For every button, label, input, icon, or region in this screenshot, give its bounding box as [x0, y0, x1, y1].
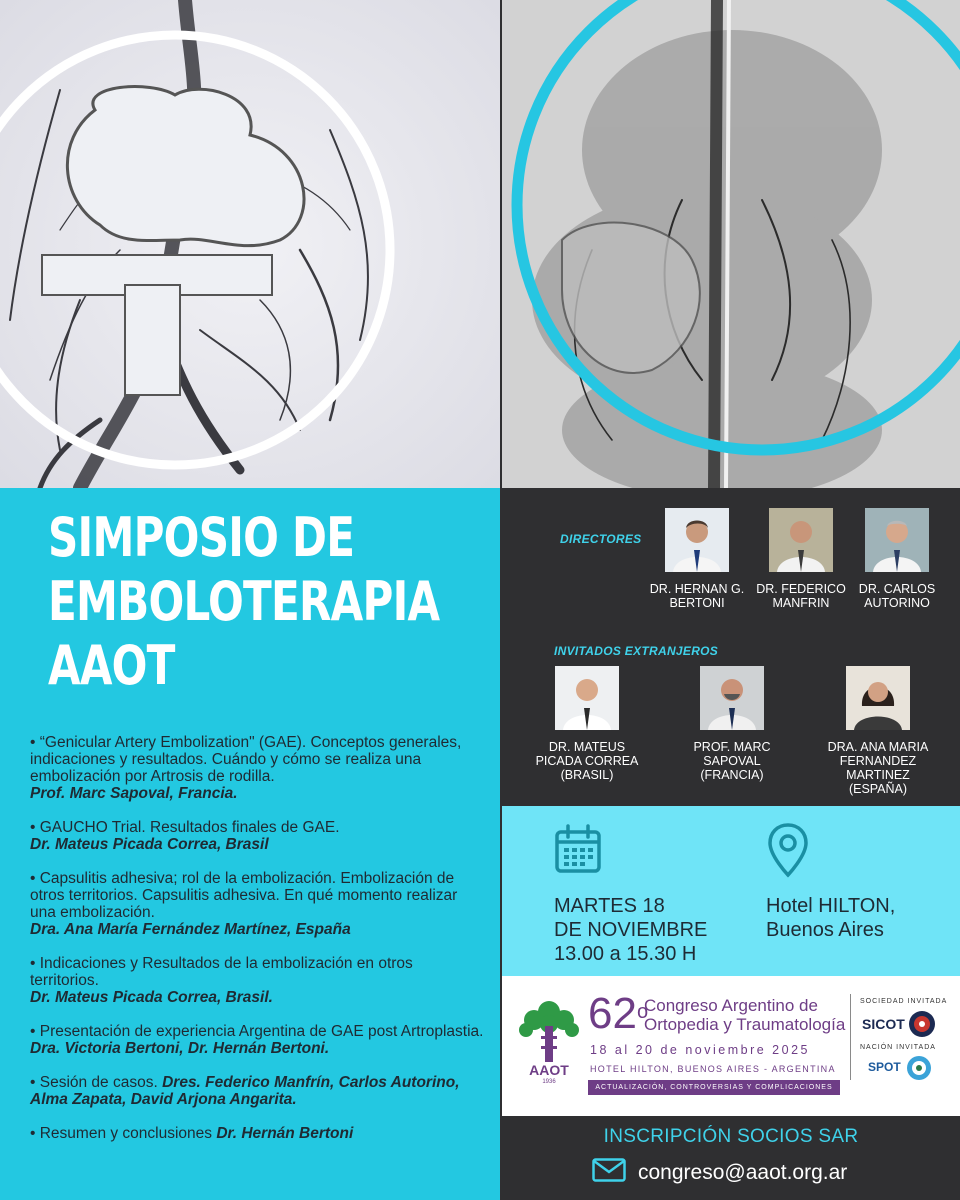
speakers-panel: [502, 488, 960, 806]
symposium-title: [48, 506, 440, 698]
name-line: DR. FEDERICO: [756, 582, 846, 596]
program-item: [30, 955, 485, 1006]
event-place: [766, 894, 895, 942]
congress-tagline: ACTUALIZACIÓN, CONTROVERSIAS Y COMPLICACIONES: [588, 1080, 840, 1095]
program-speaker: Dra. Ana María Fernández Martínez, España: [30, 921, 351, 938]
congress-number: [588, 989, 649, 1038]
director-photo: [665, 508, 729, 572]
sicot-logo: SICOT: [862, 1016, 905, 1032]
guest-card: [522, 666, 652, 782]
registration-label: INSCRIPCIÓN SOCIOS SAR: [603, 1126, 859, 1147]
name-line: DR. CARLOS: [858, 582, 936, 596]
date-line: MARTES 18: [554, 895, 665, 917]
program-item: [30, 870, 485, 938]
congress-banner: [502, 976, 960, 1116]
program-topic: • Presentación de experiencia Argentina de GAE post Artroplastia.: [30, 1023, 484, 1040]
name-line: (ESPAÑA): [848, 782, 908, 796]
program-speaker: Prof. Marc Sapoval, Francia.: [30, 785, 238, 802]
program-topic: • “Genicular Artery Embolization" (GAE). Conceptos generales, indicaciones y resultados. Cuándo y cómo se realiza una embolización por Artrosis de rodilla.: [30, 734, 462, 785]
aaot-tree-logo: [514, 996, 584, 1069]
name-line: (BRASIL): [560, 768, 614, 782]
angiography-image-left: [0, 0, 500, 488]
title-line: SIMPOSIO DE: [48, 506, 355, 569]
guest-card: [667, 666, 797, 782]
program-item: [30, 734, 485, 802]
sicot-emblem-icon: [908, 1010, 936, 1043]
place-line: Buenos Aires: [766, 919, 884, 941]
name-line: MARTINEZ: [846, 768, 910, 782]
director-name: [832, 582, 960, 610]
director-photo: [865, 508, 929, 572]
aaot-year: 1936: [542, 1079, 556, 1085]
name-line: PICADA CORREA: [535, 754, 639, 768]
congress-venue: HOTEL HILTON, BUENOS AIRES - ARGENTINA: [590, 1064, 836, 1074]
guest-photo: [846, 666, 910, 730]
name-line: (FRANCIA): [700, 768, 764, 782]
invited-society-label: SOCIEDAD INVITADA: [860, 998, 948, 1005]
name-line: PROF. MARC: [693, 740, 771, 754]
email-row[interactable]: [592, 1158, 847, 1187]
date-line: 13.00 a 15.30 H: [554, 943, 697, 965]
invited-nation-label: NACIÓN INVITADA: [860, 1044, 936, 1051]
program-topic: • Indicaciones y Resultados de la embolización en otros territorios.: [30, 955, 413, 989]
directors-label: DIRECTORES: [560, 532, 642, 546]
title-line: EMBOLOTERAPIA: [48, 570, 440, 633]
guest-photo: [700, 666, 764, 730]
name-line: FERNANDEZ: [839, 754, 917, 768]
title-line: AAOT: [48, 634, 175, 697]
aaot-wordmark: AAOT: [529, 1062, 569, 1078]
congress-number-value: 62: [588, 989, 637, 1038]
guest-name: [522, 740, 652, 782]
spot-emblem-icon: [906, 1055, 932, 1086]
guest-name: [667, 740, 797, 782]
congress-name-line: Congreso Argentino de: [644, 996, 818, 1015]
name-line: BERTONI: [669, 596, 725, 610]
program-item: [30, 1125, 485, 1142]
guest-photo: [555, 666, 619, 730]
congress-ordinal: o: [636, 1001, 649, 1023]
place-line: Hotel HILTON,: [766, 895, 896, 917]
program-speaker: Dres. Federico Manfrín, Carlos Autorino, Alma Zapata, David Arjona Angarita.: [30, 1074, 460, 1108]
location-pin-icon: [766, 822, 810, 883]
name-line: DRA. ANA MARIA: [827, 740, 929, 754]
calendar-icon: [554, 824, 602, 879]
name-line: DR. HERNAN G.: [649, 582, 745, 596]
guests-label: INVITADOS EXTRANJEROS: [554, 644, 719, 658]
name-line: SAPOVAL: [703, 754, 761, 768]
registration-band: [502, 1116, 960, 1200]
name-line: MANFRIN: [772, 596, 830, 610]
guest-name: [813, 740, 943, 796]
program-speaker: Dra. Victoria Bertoni, Dr. Hernán Bertoni.: [30, 1040, 330, 1057]
event-info: [502, 806, 960, 976]
left-panel: [0, 488, 500, 1200]
date-line: DE NOVIEMBRE: [554, 919, 708, 941]
congress-dates: 18 al 20 de noviembre 2025: [590, 1043, 810, 1057]
program-item: [30, 1074, 485, 1108]
guest-card: [813, 666, 943, 796]
program-speaker: Dr. Mateus Picada Correa, Brasil: [30, 836, 269, 853]
program-speaker: Dr. Hernán Bertoni: [216, 1125, 354, 1142]
director-photo: [769, 508, 833, 572]
registration-email[interactable]: congreso@aaot.org.ar: [638, 1160, 848, 1184]
program-list: [30, 734, 485, 1159]
envelope-icon: [592, 1158, 626, 1187]
program-item: [30, 819, 485, 853]
angiography-image-right: [502, 0, 960, 488]
divider: [850, 994, 851, 1080]
name-line: AUTORINO: [864, 596, 930, 610]
program-topic: • Capsulitis adhesiva; rol de la embolización. Embolización de otros territorios. Capsulitis adhesiva. En qué momento realizar una embolización.: [30, 870, 458, 921]
spot-logo: SPOT: [868, 1060, 901, 1074]
congress-name: [644, 996, 845, 1034]
program-speaker: Dr. Mateus Picada Correa, Brasil.: [30, 989, 273, 1006]
program-topic: • Resumen y conclusiones: [30, 1125, 217, 1142]
program-item: [30, 1023, 485, 1057]
event-date: [554, 894, 707, 966]
name-line: DR. MATEUS: [548, 740, 626, 754]
director-card: [832, 508, 960, 610]
program-topic: • Sesión de casos.: [30, 1074, 163, 1091]
program-topic: • GAUCHO Trial. Resultados finales de GAE.: [30, 819, 340, 836]
congress-name-line: Ortopedia y Traumatología: [644, 1015, 846, 1034]
